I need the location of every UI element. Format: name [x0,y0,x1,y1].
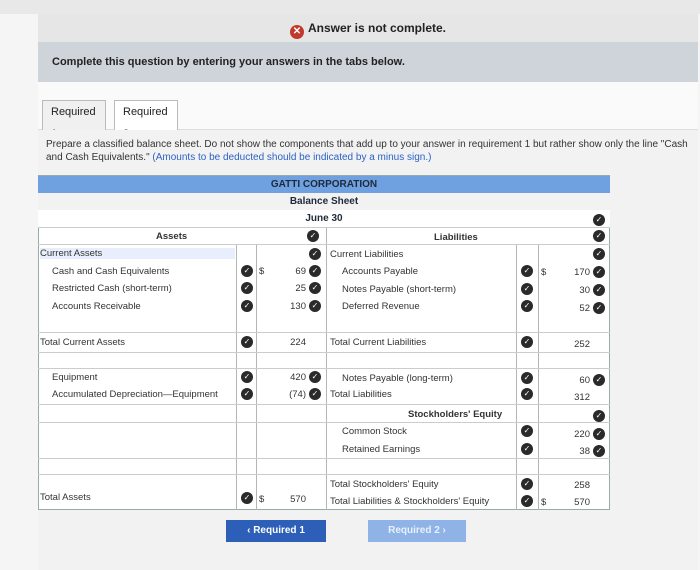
row-divider [38,404,610,405]
prompt-note: (Amounts to be deducted should be indicated by a minus sign.) [152,152,432,163]
notes-short-value[interactable]: 30 [579,285,590,296]
sheet-date: June 30 [38,210,610,227]
check-icon: ✓ [521,283,533,295]
chevron-left-icon: ‹ [247,525,254,536]
question-prompt [46,138,696,164]
total-liabilities-value[interactable]: 312 [574,392,590,403]
equipment-value[interactable]: 420 [290,372,306,383]
check-icon: ✓ [593,230,605,242]
column-divider [538,244,539,510]
restricted-cash-value[interactable]: 25 [295,283,306,294]
notes-long-label[interactable]: Notes Payable (long-term) [342,373,453,384]
payable-value[interactable]: 170 [574,267,590,278]
prev-button-label: Required 1 [253,525,305,536]
notes-long-value[interactable]: 60 [579,375,590,386]
row-divider [38,244,610,245]
check-icon: ✓ [593,428,605,440]
equipment-label[interactable]: Equipment [52,372,98,383]
check-icon: ✓ [521,336,533,348]
current-assets-label[interactable]: Current Assets [40,248,235,259]
status-banner [38,14,698,42]
check-icon: ✓ [309,300,321,312]
check-icon: ✓ [521,495,533,507]
check-icon: ✓ [593,214,605,226]
row-divider [38,352,610,353]
equity-header: Stockholders' Equity [408,409,503,420]
top-bar [0,0,700,14]
check-icon: ✓ [241,388,253,400]
check-icon: ✓ [521,425,533,437]
current-liabilities-label[interactable]: Current Liabilities [330,249,404,260]
check-icon: ✓ [593,374,605,386]
total-current-liabilities-value[interactable]: 252 [574,339,590,350]
total-current-assets-label[interactable]: Total Current Assets [40,337,126,348]
status-text: Answer is not complete. [307,21,447,35]
notes-short-label[interactable]: Notes Payable (short-term) [342,284,457,295]
cash-value[interactable]: 69 [295,266,306,277]
next-button[interactable] [368,520,466,542]
check-icon: ✓ [521,372,533,384]
deferred-value[interactable]: 52 [579,303,590,314]
check-icon: ✓ [593,410,605,422]
total-equity-value[interactable]: 258 [574,480,590,491]
total-assets-dollar: $ [259,494,265,505]
check-icon: ✓ [593,248,605,260]
accum-depreciation-label[interactable]: Accumulated Depreciation—Equipment [52,389,218,400]
check-icon: ✓ [521,388,533,400]
receivable-value[interactable]: 130 [290,301,306,312]
check-icon: ✓ [241,336,253,348]
next-button-label: Required 2 [388,525,440,536]
check-icon: ✓ [593,302,605,314]
assets-header: Assets [156,231,188,242]
check-icon: ✓ [241,492,253,504]
company-name: GATTI CORPORATION [38,176,610,193]
total-le-label[interactable]: Total Liabilities & Stockholders' Equity [330,496,490,507]
check-icon: ✓ [593,266,605,278]
total-assets-label[interactable]: Total Assets [40,492,91,503]
check-icon: ✓ [309,371,321,383]
total-le-value[interactable]: 570 [574,497,590,508]
check-icon: ✓ [593,284,605,296]
column-divider [236,244,237,510]
tabs-bar [38,82,698,130]
common-stock-value[interactable]: 220 [574,429,590,440]
check-icon: ✓ [521,300,533,312]
check-icon: ✓ [521,265,533,277]
sheet-title: Balance Sheet [38,193,610,210]
instruction-text: Complete this question by entering your answers in the tabs below. [38,42,698,82]
x-circle-icon: ✕ [290,25,304,39]
cash-label[interactable]: Cash and Cash Equivalents [52,266,170,277]
check-icon: ✓ [521,478,533,490]
prompt-main: Prepare a classified balance sheet. Do not show the components that add up to your answer in requirement 1 but rather show only the line "Cash and Cash Equivalents." [46,139,688,163]
common-stock-label[interactable]: Common Stock [342,426,407,437]
total-liabilities-label[interactable]: Total Liabilities [330,389,392,400]
check-icon: ✓ [309,282,321,294]
restricted-cash-label[interactable]: Restricted Cash (short-term) [52,283,172,294]
column-divider [516,244,517,510]
liabilities-header: Liabilities [434,232,478,243]
tab-required-2[interactable]: Required [114,100,178,130]
row-divider [38,332,610,333]
chevron-right-icon: › [439,525,446,536]
total-equity-label[interactable]: Total Stockholders' Equity [330,479,439,490]
receivable-label[interactable]: Accounts Receivable [52,301,141,312]
row-divider [38,422,610,423]
accum-depreciation-value[interactable]: (74) [289,389,306,400]
retained-earnings-value[interactable]: 38 [579,446,590,457]
row-divider [38,474,610,475]
total-assets-value[interactable]: 570 [290,494,306,505]
row-divider [38,368,610,369]
payable-label[interactable]: Accounts Payable [342,266,419,277]
check-icon: ✓ [241,282,253,294]
row-divider [38,227,610,228]
check-icon: ✓ [307,230,319,242]
deferred-revenue-label[interactable]: Deferred Revenue [342,301,420,312]
check-icon: ✓ [593,445,605,457]
check-icon: ✓ [521,443,533,455]
check-icon: ✓ [241,371,253,383]
check-icon: ✓ [309,388,321,400]
row-divider [38,458,610,459]
column-divider [256,244,257,510]
check-icon: ✓ [241,265,253,277]
right-gutter [610,175,698,510]
total-current-liabilities-label[interactable]: Total Current Liabilities [330,337,427,348]
check-icon: ✓ [309,265,321,277]
total-le-dollar: $ [541,497,547,508]
check-icon: ✓ [241,300,253,312]
total-current-assets-value[interactable]: 224 [290,337,306,348]
cash-dollar: $ [259,266,265,277]
tab-required-1[interactable]: Required [42,100,106,130]
retained-earnings-label[interactable]: Retained Earnings [342,444,421,455]
payable-dollar: $ [541,267,547,278]
check-icon: ✓ [309,248,321,260]
prev-button[interactable] [226,520,326,542]
